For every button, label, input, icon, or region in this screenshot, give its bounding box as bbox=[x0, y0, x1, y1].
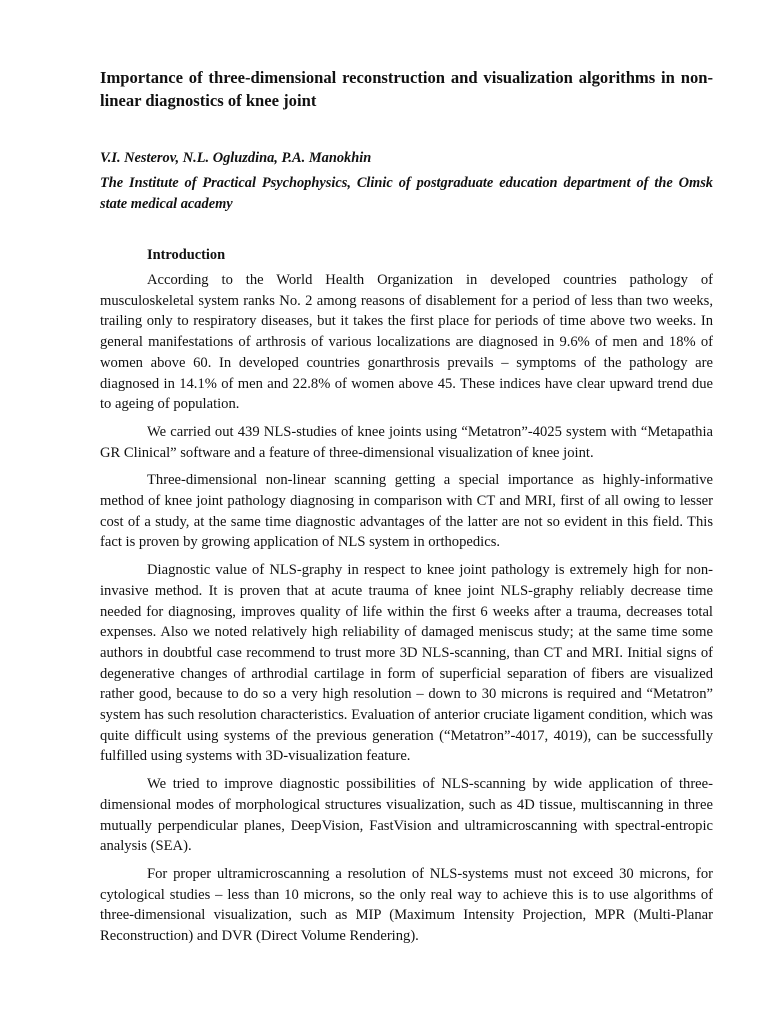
section-heading-introduction: Introduction bbox=[147, 247, 226, 263]
body-paragraph: Three-dimensional non-linear scanning getting a special importance as highly-informative method of knee joint pathology diagnosing in comparison with CT and MRI, first of all owing to lesser cost of a study, at the same time diagnostic advantages of the latter are not so evident in this field. This fact is proven by growing application of NLS system in orthopedics. bbox=[100, 472, 713, 551]
body-paragraph: We carried out 439 NLS-studies of knee joints using “Metatron”-4025 system with “Metapathia GR Clinical” software and a feature of three-dimensional visualization of knee joint. bbox=[100, 423, 713, 461]
body-paragraph: We tried to improve diagnostic possibilities of NLS-scanning by wide application of three-dimensional modes of morphological structures visualization, such as 4D tissue, multiscanning in three mutually perpendicular planes, DeepVision, FastVision and ultramicroscanning with spectral-entropic analysis (SEA). bbox=[100, 776, 713, 855]
body-paragraph: For proper ultramicroscanning a resolution of NLS-systems must not exceed 30 microns, for cytological studies – less than 10 microns, so the only real way to achieve this is to use algorithms of three-dimensional visualization, such as MIP (Maximum Intensity Projection, MPR (Multi-Planar Reconstruction) and DVR (Direct Volume Rendering). bbox=[100, 865, 713, 945]
paper-title: Importance of three-dimensional reconstruction and visualization algorithms in non-linear diagnostics of knee joint bbox=[100, 68, 713, 110]
body-paragraph: According to the World Health Organization in developed countries pathology of musculoskeletal system ranks No. 2 among reasons of disablement for a period of less than two weeks, trailing only to respiratory diseases, but it takes the first place for periods of time above two weeks. In general manifestations of arthrosis of various localizations are diagnosed in 9.6% of men and 18% of women above 60. In developed countries gonarthrosis prevails – symptoms of the pathology are diagnosed in 14.1% of men and 22.8% of women above 45. These indices have clear upward trend due to ageing of population. bbox=[100, 272, 713, 413]
body-paragraph: Diagnostic value of NLS-graphy in respect to knee joint pathology is extremely high for non-invasive method. It is proven that at acute trauma of knee joint NLS-graphy reliably decrease time needed for diagnosing, improves quality of life within the first 6 weeks after a trauma, decreases total expenses. Also we noted relatively high reliability of damaged meniscus study; at the same time some authors in doubtful case recommend to trust more 3D NLS-scanning, than CT and MRI. Initial signs of degenerative changes of arthrodial cartilage in form of superficial separation of fibers are visualized rather good, because to do so a very high resolution – down to 30 microns is required and “Metatron” system has such resolution characteristics. Evaluation of anterior cruciate ligament condition, which was quite difficult using systems of the previous generation (“Metatron”-4017, 4019), can be successfully fulfilled using systems with 3D-visualization feature. bbox=[100, 562, 713, 765]
author-affiliation: The Institute of Practical Psychophysics, Clinic of postgraduate education department of the Omsk state medical academy bbox=[100, 175, 713, 212]
author-list: V.I. Nesterov, N.L. Ogluzdina, P.A. Manokhin bbox=[100, 150, 372, 166]
introduction-body bbox=[100, 270, 713, 954]
